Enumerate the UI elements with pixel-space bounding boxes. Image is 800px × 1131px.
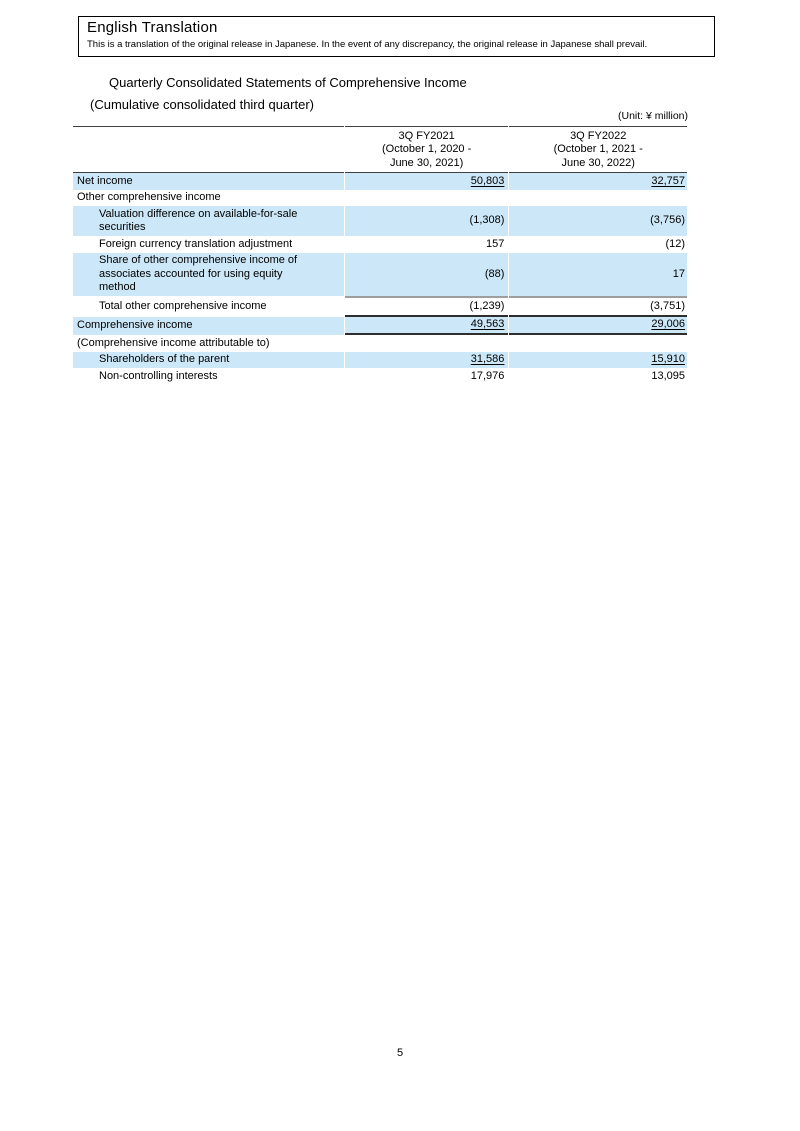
row-value-3q-fy2022: (3,756) [509,206,687,236]
underlined-value: 15,910 [651,353,685,365]
column-title: 3Q FY2021 [398,130,455,142]
column-period: (October 1, 2021 - June 30, 2022) [553,143,643,169]
row-value-3q-fy2021 [345,173,509,190]
row-value-3q-fy2021: 157 [486,237,505,250]
table-row-comprehensive-income-attributable-to-heading [73,335,687,352]
underlined-value: 49,563 [470,318,505,330]
unit-note: (Unit: ¥ million) [617,110,688,122]
table-row-non-controlling-interests [73,368,687,385]
row-value-3q-fy2021: (1,239) [345,296,509,317]
row-label: Non-controlling interests [99,369,218,382]
column-header-3q-fy2021 [345,126,509,173]
column-header-3q-fy2022 [509,126,687,173]
row-value-3q-fy2022: 13,095 [651,369,685,382]
table-row-valuation-difference-afs-securities [73,206,687,236]
statement-title: Quarterly Consolidated Statements of Comprehensive Income [109,75,467,90]
row-label: Valuation difference on available-for-sale securities [73,206,344,236]
underlined-value: 32,757 [651,174,685,187]
row-label: Share of other comprehensive income of associates accounted for using equity method [73,253,344,297]
underlined-value: 29,006 [651,318,685,330]
row-value-3q-fy2021 [345,335,509,352]
row-value-3q-fy2022 [509,190,687,207]
row-label: Other comprehensive income [77,191,221,203]
table-row-other-comprehensive-income-heading [73,190,687,207]
row-value-3q-fy2022: 17 [509,253,687,297]
row-value-3q-fy2022 [509,352,687,369]
column-title: 3Q FY2022 [570,130,627,142]
table-row-total-other-comprehensive-income [73,296,687,317]
row-label: Foreign currency translation adjustment [99,237,293,250]
underlined-value: 31,586 [470,353,505,365]
table-row-share-of-oci-of-equity-method-associates [73,253,687,297]
row-value-3q-fy2021: (88) [345,253,509,297]
table-row-foreign-currency-translation-adjustment [73,236,687,253]
statement-subtitle: (Cumulative consolidated third quarter) [90,97,314,112]
table-row-net-income [73,173,687,190]
row-value-3q-fy2022 [509,173,687,190]
row-value-3q-fy2022 [509,335,687,352]
column-period: (October 1, 2020 - June 30, 2021) [382,143,472,169]
page-number: 5 [396,1047,404,1059]
row-label: Shareholders of the parent [73,352,344,369]
table-row-comprehensive-income [73,317,687,336]
notice-body: This is a translation of the original release in Japanese. In the event of any discrepancy, the original release in Japanese shall prevail. [87,39,648,50]
row-label: Total other comprehensive income [99,299,267,312]
row-value-3q-fy2021 [345,190,509,207]
row-label: (Comprehensive income attributable to) [77,336,270,349]
notice-title: English Translation [87,19,218,36]
row-value-3q-fy2022: (12) [665,237,685,250]
row-value-3q-fy2022 [509,317,687,336]
row-value-3q-fy2021: 17,976 [470,369,505,382]
comprehensive-income-table [72,126,688,385]
row-label: Net income [73,173,344,190]
column-header-empty [73,126,344,173]
row-value-3q-fy2022: (3,751) [509,296,687,317]
translation-notice-box [78,16,715,57]
underlined-value: 50,803 [470,174,505,187]
row-label: Comprehensive income [73,317,344,336]
row-value-3q-fy2021 [345,317,509,336]
table-row-shareholders-of-the-parent [73,352,687,369]
table-header-row [73,126,687,173]
row-value-3q-fy2021: (1,308) [345,206,509,236]
row-value-3q-fy2021 [345,352,509,369]
